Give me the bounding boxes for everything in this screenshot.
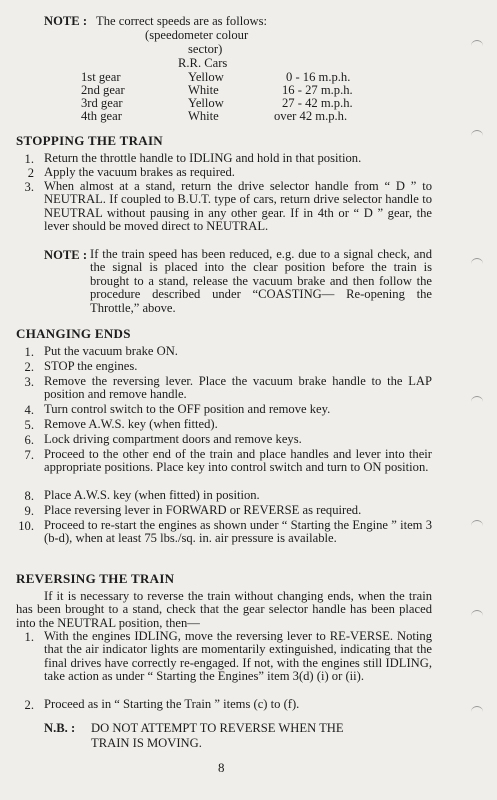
list-number: 1.	[24, 630, 34, 644]
stopping-note: If the train speed has been reduced, e.g. due to a signal check, and the signal is placed into the clear position before the train is brought to a stand, release the vacuum brake and then follow the procedure described under “COASTING— Re-opening the Throttle,” above.	[90, 247, 432, 315]
list-item: Proceed to the other end of the train and place handles and lever into their appropriate positions. Place key into control switch and turn to ON position.	[44, 447, 432, 475]
nb-warning-line-2: TRAIN IS MOVING.	[91, 736, 202, 750]
margin-mark	[471, 258, 483, 266]
reversing-intro: If it is necessary to reverse the train without changing ends, when the train has been brought to a stand, check that the gear selector handle has been placed into the NEUTRAL position, then—	[16, 589, 432, 630]
section-heading-stopping: STOPPING THE TRAIN	[16, 133, 163, 148]
margin-mark	[471, 130, 483, 138]
list-number: 1.	[24, 152, 34, 166]
table-speed: 16 - 27 m.p.h.	[282, 83, 353, 97]
nb-warning-line-1: DO NOT ATTEMPT TO REVERSE WHEN THE	[91, 721, 344, 735]
list-number: 10.	[18, 519, 34, 533]
section-heading-changing: CHANGING ENDS	[16, 326, 131, 341]
list-item: Proceed to re-start the engines as shown under “ Starting the Engine ” item 3 (b-d), when at least 75 lbs./sq. in. air pressure is available.	[44, 518, 432, 546]
margin-mark	[471, 40, 483, 48]
list-number: 2.	[24, 698, 34, 712]
table-gear: 2nd gear	[81, 83, 125, 97]
list-item: When almost at a stand, return the drive selector handle from “ D ” to NEUTRAL. If coupled to B.U.T. type of cars, return drive selector handle to NEUTRAL without pausing in any other gear. If in 4th or “ D ” gear, the lever should be moved direct to NEUTRAL.	[44, 179, 432, 234]
list-item: Lock driving compartment doors and remove keys.	[44, 432, 302, 446]
list-number: 3.	[24, 375, 34, 389]
margin-mark	[471, 396, 483, 404]
list-item: Put the vacuum brake ON.	[44, 344, 178, 358]
nb-label: N.B. :	[44, 721, 76, 735]
table-gear: 4th gear	[81, 109, 122, 123]
list-number: 3.	[24, 180, 34, 194]
table-colour: White	[188, 109, 219, 123]
list-number: 4.	[24, 403, 34, 417]
list-number: 5.	[24, 418, 34, 432]
list-item: Proceed as in “ Starting the Train ” items (c) to (f).	[44, 697, 300, 711]
table-speed: over 42 m.p.h.	[274, 109, 348, 123]
list-item: Turn control switch to the OFF position and remove key.	[44, 402, 331, 416]
table-colour: White	[188, 83, 219, 97]
list-number: 9.	[24, 504, 34, 518]
list-item: Remove A.W.S. key (when fitted).	[44, 417, 218, 431]
note-line-2: (speedometer colour	[145, 28, 249, 42]
list-item: Apply the vacuum brakes as required.	[44, 165, 235, 179]
list-number: 6.	[24, 433, 34, 447]
list-number: 8.	[24, 489, 34, 503]
table-speed: 27 - 42 m.p.h.	[282, 96, 353, 110]
list-item: Return the throttle handle to IDLING and hold in that position.	[44, 151, 362, 165]
note-label: NOTE :	[44, 248, 88, 262]
table-gear: 3rd gear	[81, 96, 123, 110]
list-number: 2	[27, 166, 34, 180]
table-colour: Yellow	[188, 96, 224, 110]
margin-mark	[471, 706, 483, 714]
list-item: STOP the engines.	[44, 359, 138, 373]
note-line-3: sector)	[188, 42, 223, 56]
table-colour: Yellow	[188, 70, 224, 84]
table-gear: 1st gear	[81, 70, 121, 84]
list-item: Place A.W.S. key (when fitted) in position.	[44, 488, 260, 502]
list-number: 2.	[24, 360, 34, 374]
speed-table-header: R.R. Cars	[178, 56, 228, 70]
list-number: 1.	[24, 345, 34, 359]
list-item: With the engines IDLING, move the reversing lever to RE-VERSE. Noting that the air indicator lights are momentarily extinguished, indicating that the final drives have correctly re-engaged. If not, with the engines still IDLING, take action as under “ Starting the Engines” item 3(d) (i) or (ii).	[44, 629, 432, 684]
margin-mark	[471, 610, 483, 618]
list-item: Remove the reversing lever. Place the vacuum brake handle to the LAP position and remove handle.	[44, 374, 432, 402]
note-line-1: The correct speeds are as follows:	[96, 14, 267, 28]
page-number: 8	[218, 760, 225, 775]
note-label: NOTE :	[44, 14, 88, 28]
list-number: 7.	[24, 448, 34, 462]
table-speed: 0 - 16 m.p.h.	[286, 70, 351, 84]
section-heading-reversing: REVERSING THE TRAIN	[16, 571, 175, 586]
margin-mark	[471, 520, 483, 528]
list-item: Place reversing lever in FORWARD or REVERSE as required.	[44, 503, 362, 517]
